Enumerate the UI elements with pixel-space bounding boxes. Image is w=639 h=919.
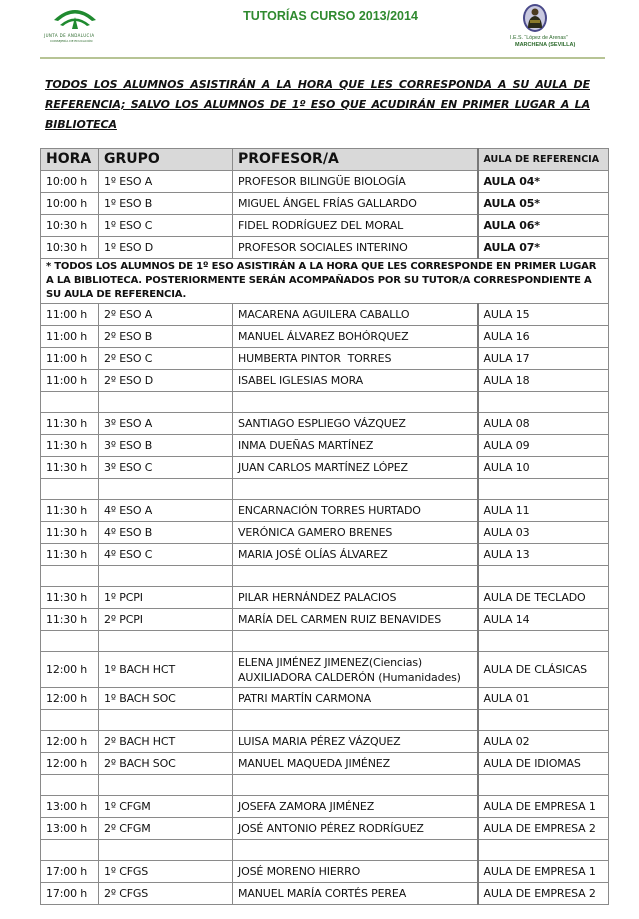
cell-grupo: 3º ESO B — [99, 435, 233, 457]
table-row — [41, 796, 609, 818]
cell-hora: 11:00 h — [41, 370, 99, 392]
cell-hora: 17:00 h — [41, 883, 99, 905]
cell-grupo: 2º ESO C — [99, 348, 233, 370]
cell-profesor: HUMBERTA PINTOR TORRES — [233, 348, 478, 370]
cell-profesor: JOSEFA ZAMORA JIMÉNEZ — [233, 796, 478, 818]
column-header-hora: HORA — [41, 149, 99, 171]
empty-cell — [99, 710, 233, 731]
cell-grupo: 1º CFGS — [99, 861, 233, 883]
cell-hora: 11:00 h — [41, 348, 99, 370]
empty-cell — [478, 392, 609, 413]
cell-profesor: MANUEL ÁLVAREZ BOHÓRQUEZ — [233, 326, 478, 348]
cell-grupo: 4º ESO B — [99, 522, 233, 544]
cell-aula: AULA 02 — [478, 731, 609, 753]
cell-aula: AULA 17 — [478, 348, 609, 370]
cell-aula: AULA 11 — [478, 500, 609, 522]
empty-cell — [233, 710, 478, 731]
cell-grupo: 2º ESO A — [99, 304, 233, 326]
cell-hora: 12:00 h — [41, 652, 99, 688]
column-header-aula: AULA DE REFERENCIA — [478, 149, 609, 171]
empty-cell — [99, 775, 233, 796]
cell-hora: 13:00 h — [41, 818, 99, 840]
empty-cell — [233, 566, 478, 587]
cell-grupo: 2º PCPI — [99, 609, 233, 631]
profesor-line-ciencias: ELENA JIMÉNEZ JIMENEZ(Ciencias) — [238, 656, 423, 669]
table-row — [41, 544, 609, 566]
logo-right-line2: MARCHENA (SEVILLA) — [515, 42, 576, 48]
cell-hora: 10:30 h — [41, 237, 99, 259]
cell-grupo: 4º ESO A — [99, 500, 233, 522]
cell-aula: AULA 04* — [478, 171, 609, 193]
empty-cell — [99, 566, 233, 587]
cell-grupo: 2º BACH SOC — [99, 753, 233, 775]
cell-grupo: 4º ESO C — [99, 544, 233, 566]
empty-cell — [41, 479, 99, 500]
cell-profesor: JOSÉ ANTONIO PÉREZ RODRÍGUEZ — [233, 818, 478, 840]
header-divider — [40, 57, 605, 59]
cell-hora: 13:00 h — [41, 796, 99, 818]
table-row — [41, 522, 609, 544]
cell-hora: 12:00 h — [41, 731, 99, 753]
table-row — [41, 237, 609, 259]
spacer-row — [41, 775, 609, 796]
tutorship-schedule-table — [40, 148, 609, 905]
cell-hora: 11:30 h — [41, 609, 99, 631]
table-row — [41, 193, 609, 215]
cell-aula: AULA DE CLÁSICAS — [478, 652, 609, 688]
cell-profesor: JOSÉ MORENO HIERRO — [233, 861, 478, 883]
cell-aula: AULA DE TECLADO — [478, 587, 609, 609]
cell-aula: AULA 16 — [478, 326, 609, 348]
document-header — [0, 0, 639, 60]
cell-grupo: 2º CFGM — [99, 818, 233, 840]
column-header-profesor: PROFESOR/A — [233, 149, 478, 171]
empty-cell — [233, 775, 478, 796]
table-row — [41, 818, 609, 840]
attendance-notice: TODOS LOS ALUMNOS ASISTIRÁN A LA HORA QUE LES CORRESPONDA A SU AULA DE REFERENCIA; SALVO LOS ALUMNOS DE 1º ESO QUE ACUDIRÁN EN PRIMER LUGAR A LA BIBLIOTECA — [45, 78, 590, 131]
cell-hora: 11:30 h — [41, 500, 99, 522]
spacer-row — [41, 392, 609, 413]
empty-cell — [41, 840, 99, 861]
cell-profesor: MANUEL MAQUEDA JIMÉNEZ — [233, 753, 478, 775]
empty-cell — [41, 710, 99, 731]
empty-cell — [233, 631, 478, 652]
cell-profesor: MACARENA AGUILERA CABALLO — [233, 304, 478, 326]
cell-profesor: MARIA JOSÉ OLÍAS ÁLVAREZ — [233, 544, 478, 566]
cell-aula: AULA 06* — [478, 215, 609, 237]
cell-grupo: 1º ESO C — [99, 215, 233, 237]
cell-grupo: 2º ESO B — [99, 326, 233, 348]
cell-aula: AULA 05* — [478, 193, 609, 215]
cell-aula: AULA 18 — [478, 370, 609, 392]
cell-aula: AULA DE EMPRESA 1 — [478, 796, 609, 818]
cell-grupo: 1º ESO D — [99, 237, 233, 259]
cell-grupo: 2º BACH HCT — [99, 731, 233, 753]
spacer-row — [41, 631, 609, 652]
cell-hora: 10:30 h — [41, 215, 99, 237]
empty-cell — [478, 840, 609, 861]
cell-aula: AULA DE IDIOMAS — [478, 753, 609, 775]
cell-hora: 11:30 h — [41, 413, 99, 435]
empty-cell — [478, 566, 609, 587]
table-row — [41, 304, 609, 326]
table-row — [41, 731, 609, 753]
column-header-grupo: GRUPO — [99, 149, 233, 171]
empty-cell — [478, 631, 609, 652]
cell-grupo: 1º BACH SOC — [99, 688, 233, 710]
empty-cell — [233, 392, 478, 413]
empty-cell — [41, 566, 99, 587]
table-row — [41, 883, 609, 905]
spacer-row — [41, 840, 609, 861]
table-row — [41, 171, 609, 193]
footnote-row — [41, 259, 609, 304]
cell-grupo: 2º CFGS — [99, 883, 233, 905]
cell-hora: 11:30 h — [41, 457, 99, 479]
empty-cell — [41, 392, 99, 413]
ies-lopez-de-arenas-logo — [510, 3, 616, 59]
cell-profesor: MARÍA DEL CARMEN RUIZ BENAVIDES — [233, 609, 478, 631]
cell-aula: AULA 07* — [478, 237, 609, 259]
empty-cell — [478, 479, 609, 500]
cell-profesor — [233, 652, 478, 688]
cell-hora: 12:00 h — [41, 688, 99, 710]
logo-left-line1: JUNTA DE ANDALUCIA — [44, 33, 95, 38]
empty-cell — [41, 631, 99, 652]
logo-left-line2: CONSEJERÍA DE EDUCACIÓN — [50, 39, 93, 43]
table-row — [41, 348, 609, 370]
cell-grupo: 1º ESO A — [99, 171, 233, 193]
cell-profesor: PROFESOR SOCIALES INTERINO — [233, 237, 478, 259]
cell-profesor: LUISA MARIA PÉREZ VÁZQUEZ — [233, 731, 478, 753]
cell-grupo: 3º ESO C — [99, 457, 233, 479]
cell-hora: 11:00 h — [41, 304, 99, 326]
cell-profesor: MANUEL MARÍA CORTÉS PEREA — [233, 883, 478, 905]
cell-profesor: MIGUEL ÁNGEL FRÍAS GALLARDO — [233, 193, 478, 215]
profesor-line-humanidades: AUXILIADORA CALDERÓN (Humanidades) — [238, 671, 461, 684]
cell-profesor: ISABEL IGLESIAS MORA — [233, 370, 478, 392]
cell-profesor: JUAN CARLOS MARTÍNEZ LÓPEZ — [233, 457, 478, 479]
empty-cell — [233, 479, 478, 500]
empty-cell — [99, 392, 233, 413]
table-header-row — [41, 149, 609, 171]
table-row — [41, 326, 609, 348]
table-row — [41, 753, 609, 775]
cell-aula: AULA 03 — [478, 522, 609, 544]
table-row — [41, 435, 609, 457]
cell-hora: 11:30 h — [41, 544, 99, 566]
cell-profesor: FIDEL RODRÍGUEZ DEL MORAL — [233, 215, 478, 237]
cell-aula: AULA 13 — [478, 544, 609, 566]
cell-profesor: PROFESOR BILINGÜE BIOLOGÍA — [233, 171, 478, 193]
cell-profesor: SANTIAGO ESPLIEGO VÁZQUEZ — [233, 413, 478, 435]
cell-profesor: PILAR HERNÁNDEZ PALACIOS — [233, 587, 478, 609]
cell-grupo: 2º ESO D — [99, 370, 233, 392]
table-row — [41, 609, 609, 631]
cell-grupo: 1º ESO B — [99, 193, 233, 215]
cell-aula: AULA DE EMPRESA 2 — [478, 818, 609, 840]
cell-hora: 11:30 h — [41, 435, 99, 457]
table-row — [41, 500, 609, 522]
cell-profesor: PATRI MARTÍN CARMONA — [233, 688, 478, 710]
empty-cell — [99, 840, 233, 861]
cell-hora: 10:00 h — [41, 171, 99, 193]
cell-grupo: 3º ESO A — [99, 413, 233, 435]
cell-aula: AULA 15 — [478, 304, 609, 326]
school-seal-icon — [522, 3, 548, 33]
empty-cell — [478, 710, 609, 731]
cell-hora: 10:00 h — [41, 193, 99, 215]
cell-grupo: 1º CFGM — [99, 796, 233, 818]
document-title: TUTORÍAS CURSO 2013/2014 — [243, 9, 418, 23]
table-row — [41, 688, 609, 710]
table-row — [41, 861, 609, 883]
empty-cell — [478, 775, 609, 796]
cell-grupo: 1º PCPI — [99, 587, 233, 609]
empty-cell — [41, 775, 99, 796]
table-row — [41, 652, 609, 688]
cell-aula: AULA DE EMPRESA 2 — [478, 883, 609, 905]
table-row — [41, 457, 609, 479]
cell-aula: AULA 09 — [478, 435, 609, 457]
empty-cell — [99, 479, 233, 500]
cell-hora: 11:30 h — [41, 522, 99, 544]
spacer-row — [41, 566, 609, 587]
table-row — [41, 587, 609, 609]
cell-aula: AULA 14 — [478, 609, 609, 631]
table-row — [41, 370, 609, 392]
logo-right-line1: I.E.S. “López de Arenas” — [510, 35, 568, 41]
cell-aula: AULA 01 — [478, 688, 609, 710]
cell-hora: 17:00 h — [41, 861, 99, 883]
empty-cell — [233, 840, 478, 861]
spacer-row — [41, 710, 609, 731]
cell-grupo: 1º BACH HCT — [99, 652, 233, 688]
cell-profesor: ENCARNACIÓN TORRES HURTADO — [233, 500, 478, 522]
cell-aula: AULA 10 — [478, 457, 609, 479]
empty-cell — [99, 631, 233, 652]
table-row — [41, 215, 609, 237]
cell-aula: AULA 08 — [478, 413, 609, 435]
cell-hora: 12:00 h — [41, 753, 99, 775]
cell-hora: 11:30 h — [41, 587, 99, 609]
cell-profesor: INMA DUEÑAS MARTÍNEZ — [233, 435, 478, 457]
cell-hora: 11:00 h — [41, 326, 99, 348]
footnote-first-eso: * TODOS LOS ALUMNOS DE 1º ESO ASISTIRÁN A LA HORA QUE LES CORRESPONDE EN PRIMER LUGAR A LA BIBLIOTECA. POSTERIORMENTE SERÁN ACOMPAÑADOS POR SU TUTOR/A CORRESPONDIENTE A SU AULA DE REFERENCIA. — [41, 259, 609, 304]
spacer-row — [41, 479, 609, 500]
cell-aula: AULA DE EMPRESA 1 — [478, 861, 609, 883]
cell-profesor: VERÓNICA GAMERO BRENES — [233, 522, 478, 544]
table-row — [41, 413, 609, 435]
